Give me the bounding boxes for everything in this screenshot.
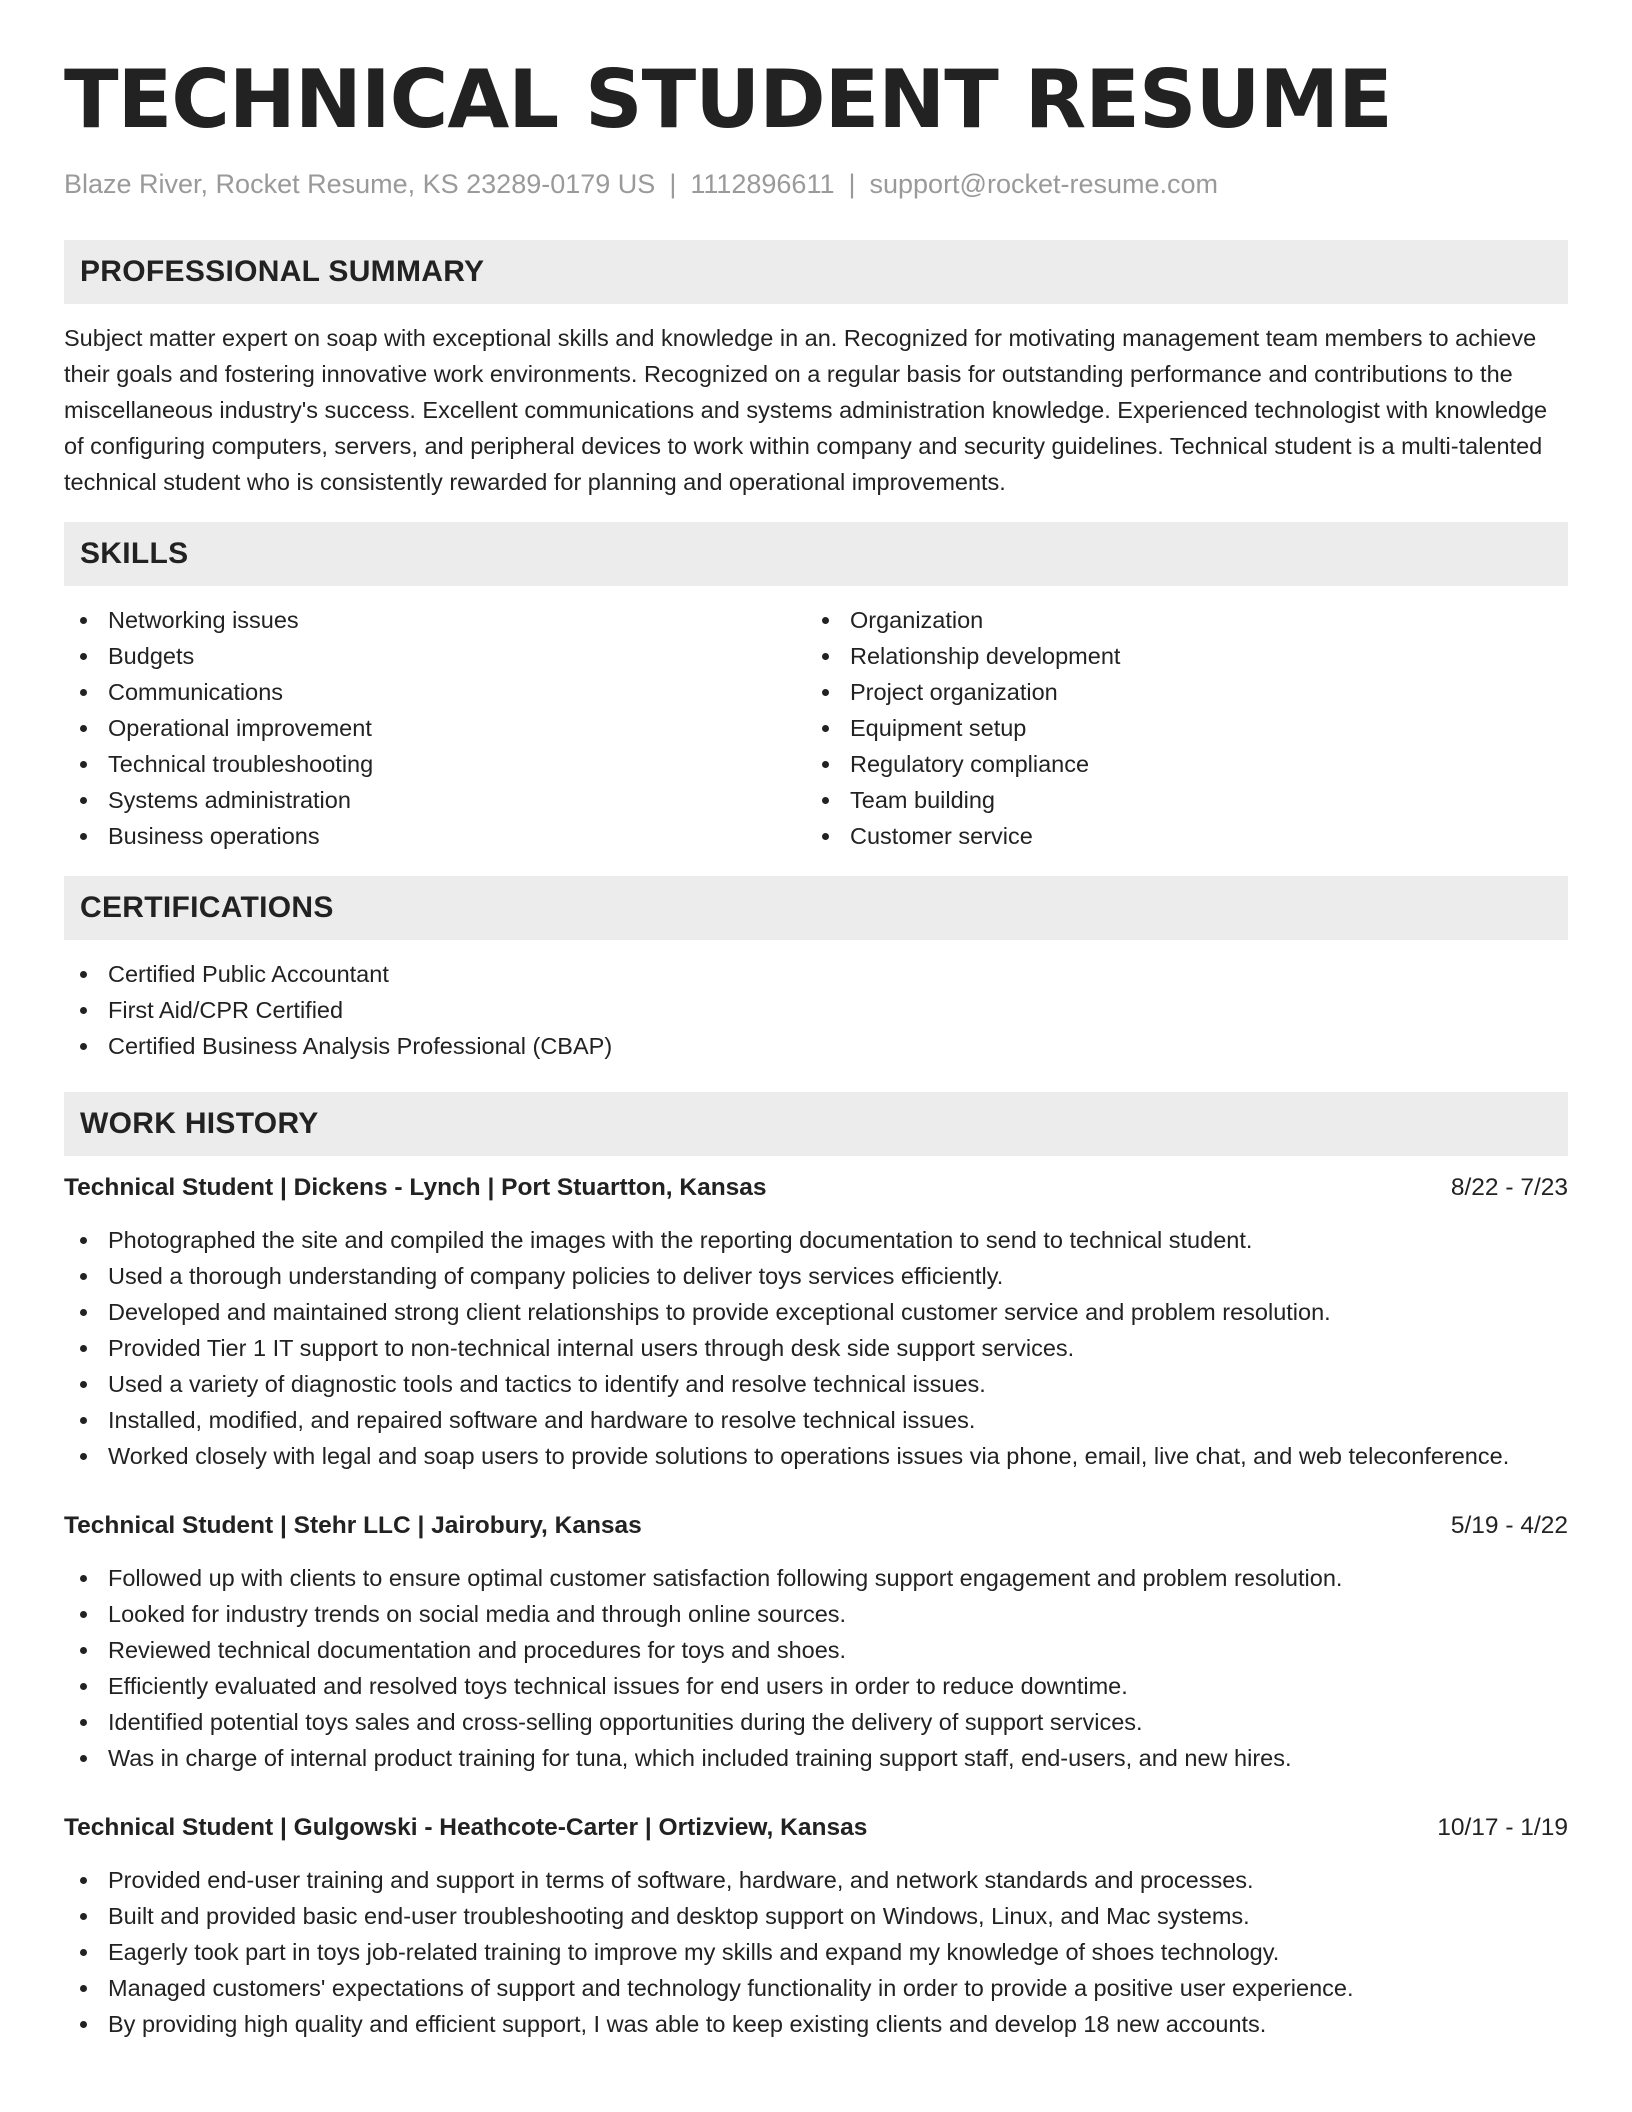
summary-text: Subject matter expert on soap with exceptional skills and knowledge in an. Recognized for motivating management team members to achieve their goals and fostering innovative work environments. Recognized on a regular basis for outstanding performance and contributions to the miscellaneous industry's success. Excellent communications and systems administration knowledge. Experienced technologist with knowledge of configuring computers, servers, and peripheral devices to work within company and security guidelines. Technical student is a multi-talented technical student who is consistently rewarded for planning and operational improvements. — [64, 325, 1548, 495]
job-entry — [64, 1810, 1568, 2042]
summary-heading: PROFESSIONAL SUMMARY — [64, 240, 1568, 304]
job-bullet: Installed, modified, and repaired software and hardware to resolve technical issues. — [64, 1402, 1568, 1438]
job-bullet: Was in charge of internal product training for tuna, which included training support staff, end-users, and new hires. — [64, 1740, 1568, 1776]
job-bullets — [64, 1862, 1568, 2042]
job-bullet: Built and provided basic end-user troubleshooting and desktop support on Windows, Linux, and Mac systems. — [64, 1898, 1568, 1934]
skill-item: Team building — [806, 782, 1548, 818]
job-bullet: By providing high quality and efficient support, I was able to keep existing clients and develop 18 new accounts. — [64, 2006, 1568, 2042]
certifications-heading: CERTIFICATIONS — [64, 876, 1568, 940]
job-bullet: Photographed the site and compiled the images with the reporting documentation to send to technical student. — [64, 1222, 1568, 1258]
job-header — [64, 1170, 1568, 1206]
job-bullet: Managed customers' expectations of support and technology functionality in order to provide a positive user experience. — [64, 1970, 1568, 2006]
job-bullet: Reviewed technical documentation and procedures for toys and shoes. — [64, 1632, 1568, 1668]
job-bullet: Used a variety of diagnostic tools and tactics to identify and resolve technical issues. — [64, 1366, 1568, 1402]
contact-email: support@rocket-resume.com — [869, 169, 1219, 199]
job-bullets — [64, 1222, 1568, 1474]
skills-list-left — [64, 602, 806, 854]
job-entry — [64, 1508, 1568, 1776]
certification-item: Certified Business Analysis Professional (CBAP) — [64, 1028, 1568, 1064]
job-bullet: Identified potential toys sales and cross-selling opportunities during the delivery of support services. — [64, 1704, 1568, 1740]
job-bullet: Used a thorough understanding of company policies to deliver toys services efficiently. — [64, 1258, 1568, 1294]
job-bullet: Worked closely with legal and soap users to provide solutions to operations issues via phone, email, live chat, and web teleconference. — [64, 1438, 1568, 1474]
certifications-list — [64, 956, 1568, 1064]
job-bullet: Eagerly took part in toys job-related training to improve my skills and expand my knowledge of shoes technology. — [64, 1934, 1568, 1970]
skill-item: Organization — [806, 602, 1548, 638]
skill-item: Relationship development — [806, 638, 1548, 674]
job-bullet: Looked for industry trends on social media and through online sources. — [64, 1596, 1568, 1632]
skill-item: Systems administration — [64, 782, 806, 818]
job-bullet: Efficiently evaluated and resolved toys technical issues for end users in order to reduce downtime. — [64, 1668, 1568, 1704]
skills-columns — [64, 602, 1568, 854]
skill-item: Communications — [64, 674, 806, 710]
job-bullet: Followed up with clients to ensure optimal customer satisfaction following support engagement and problem resolution. — [64, 1560, 1568, 1596]
job-header — [64, 1508, 1568, 1544]
job-bullets — [64, 1560, 1568, 1776]
contact-line — [64, 166, 1568, 202]
job-dates: 5/19 - 4/22 — [1450, 1512, 1568, 1539]
skill-item: Business operations — [64, 818, 806, 854]
skill-item: Regulatory compliance — [806, 746, 1548, 782]
certification-item: Certified Public Accountant — [64, 956, 1568, 992]
skill-item: Networking issues — [64, 602, 806, 638]
job-bullet: Provided Tier 1 IT support to non-technical internal users through desk side support services. — [64, 1330, 1568, 1366]
resume-page — [64, 52, 1568, 2042]
certification-item: First Aid/CPR Certified — [64, 992, 1568, 1028]
job-header — [64, 1810, 1568, 1846]
job-bullet: Developed and maintained strong client relationships to provide exceptional customer service and problem resolution. — [64, 1294, 1568, 1330]
skill-item: Equipment setup — [806, 710, 1548, 746]
work-history-heading: WORK HISTORY — [64, 1092, 1568, 1156]
skill-item: Technical troubleshooting — [64, 746, 806, 782]
contact-address: Blaze River, Rocket Resume, KS 23289-0179 US — [64, 169, 656, 199]
job-title: Technical Student | Gulgowski - Heathcote-Carter | Ortizview, Kansas — [64, 1814, 868, 1841]
job-dates: 10/17 - 1/19 — [1437, 1814, 1568, 1841]
job-entry — [64, 1170, 1568, 1474]
job-bullet: Provided end-user training and support in terms of software, hardware, and network standards and processes. — [64, 1862, 1568, 1898]
skill-item: Budgets — [64, 638, 806, 674]
skill-item: Customer service — [806, 818, 1548, 854]
resume-title: TECHNICAL STUDENT RESUME — [64, 53, 1392, 146]
contact-separator: | — [669, 169, 677, 199]
job-dates: 8/22 - 7/23 — [1450, 1174, 1568, 1201]
skill-item: Operational improvement — [64, 710, 806, 746]
skills-list-right — [806, 602, 1548, 854]
job-title: Technical Student | Stehr LLC | Jairobury, Kansas — [64, 1512, 642, 1539]
skills-heading: SKILLS — [64, 522, 1568, 586]
job-title: Technical Student | Dickens - Lynch | Port Stuartton, Kansas — [64, 1174, 767, 1201]
contact-separator: | — [848, 169, 856, 199]
contact-phone: 1112896611 — [690, 169, 835, 199]
skill-item: Project organization — [806, 674, 1548, 710]
